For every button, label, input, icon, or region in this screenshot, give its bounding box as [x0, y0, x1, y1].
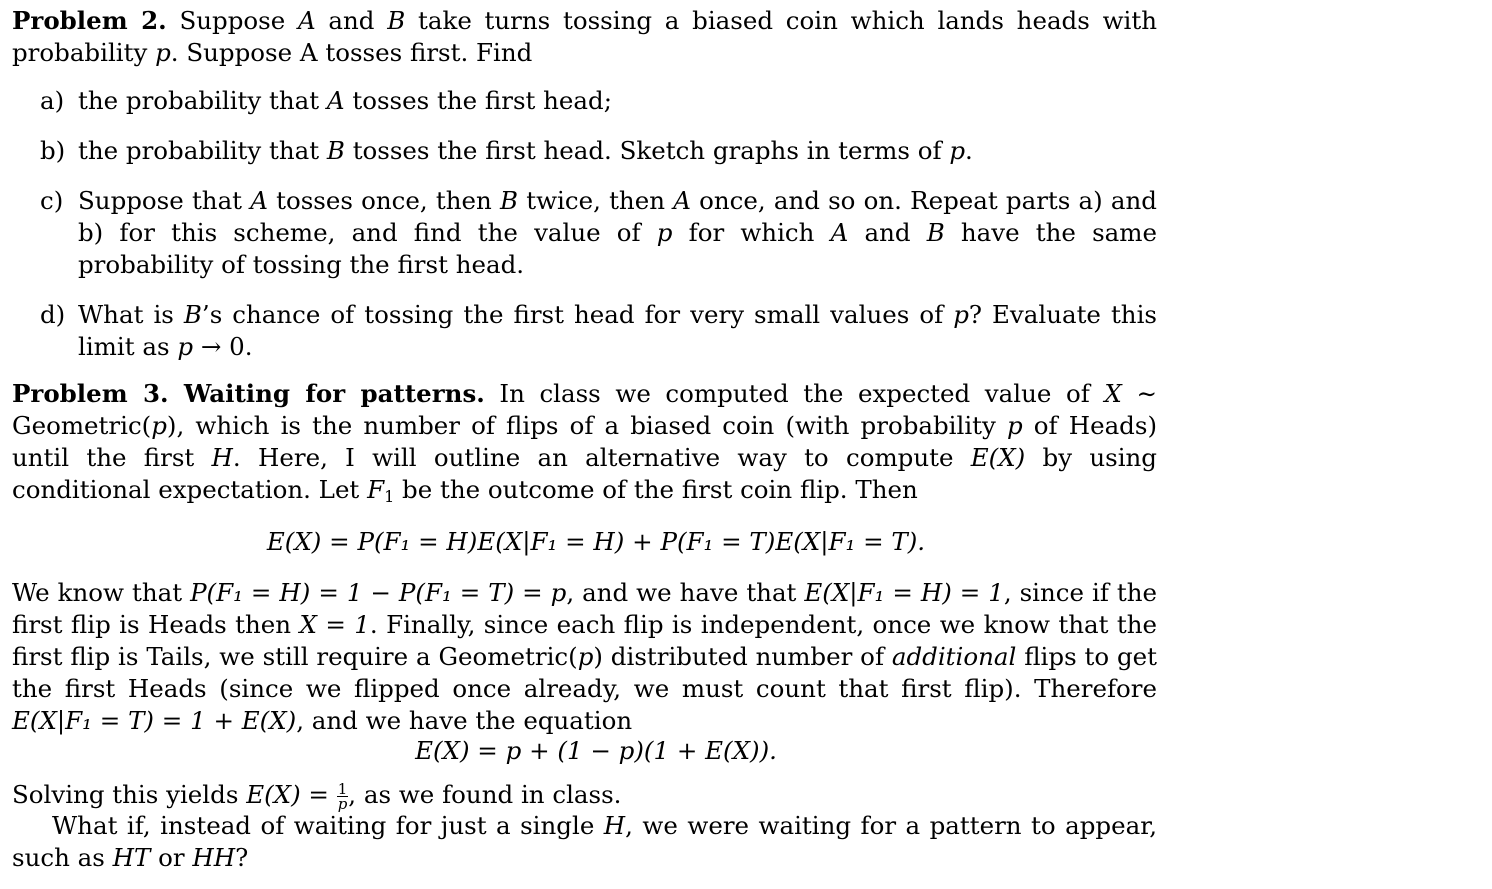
- problem2-item-d: d) What is B’s chance of tossing the first head for very small values of p? Evaluate this limit as p → 0.: [40, 300, 1157, 361]
- problem3-paragraph-3: Solving this yields E(X) = $\frac{1}{p}$ , as we found in class.: [12, 780, 622, 813]
- equation-2: E(X) = p + (1 − p)(1 + E(X)).: [415, 736, 777, 765]
- problem2-item-c: c) Suppose that A tosses once, then B twice, then A once, and so on. Repeat parts a) and b) for this scheme, and find the value of p for which A and B have the same probability of tossing the first head.: [40, 186, 1157, 279]
- problem3-paragraph-2: We know that P(F₁ = H) = 1 − P(F₁ = T) = p, and we have that E(X|F₁ = H) = 1, since if the first flip is Heads then X = 1. Finally, since each flip is independent, once we know that the first flip is Tails, we still require a Geometric(p) distributed number of additional flips to get the first Heads (since we flipped once already, we must count that first flip). Therefore E(X|F₁ = T) = 1 + E(X), and we have the equation: [12, 578, 1157, 735]
- problem3-paragraph-4: What if, instead of waiting for just a single H, we were waiting for a pattern to appear, such as HT or HH?: [12, 811, 1158, 872]
- problem3-paragraph-1: Problem 3. Waiting for patterns. In class we computed the expected value of X ∼ Geometric(p), which is the number of flips of a biased coin (with probability p of Heads) until the first H. Here, I will outline an alternative way to compute E(X) by using conditional expectation. Let $F_1$ be the outcome of the first coin flip. Then: [12, 379, 1157, 506]
- problem2-heading: Problem 2.: [12, 6, 167, 35]
- problem2-intro: Problem 2. Suppose A and B take turns tossing a biased coin which lands heads with probability p. Suppose A tosses first. Find: [12, 6, 1157, 67]
- fraction-one-over-p: $\frac{1}{p}$: [337, 780, 348, 813]
- problem2-item-b: b) the probability that B tosses the first head. Sketch graphs in terms of p.: [40, 136, 973, 165]
- problem2-item-a: a) the probability that A tosses the first head;: [40, 86, 612, 115]
- problem3-heading: Problem 3. Waiting for patterns.: [12, 379, 485, 408]
- equation-1: E(X) = P(F₁ = H)E(X|F₁ = H) + P(F₁ = T)E(X|F₁ = T).: [266, 527, 926, 556]
